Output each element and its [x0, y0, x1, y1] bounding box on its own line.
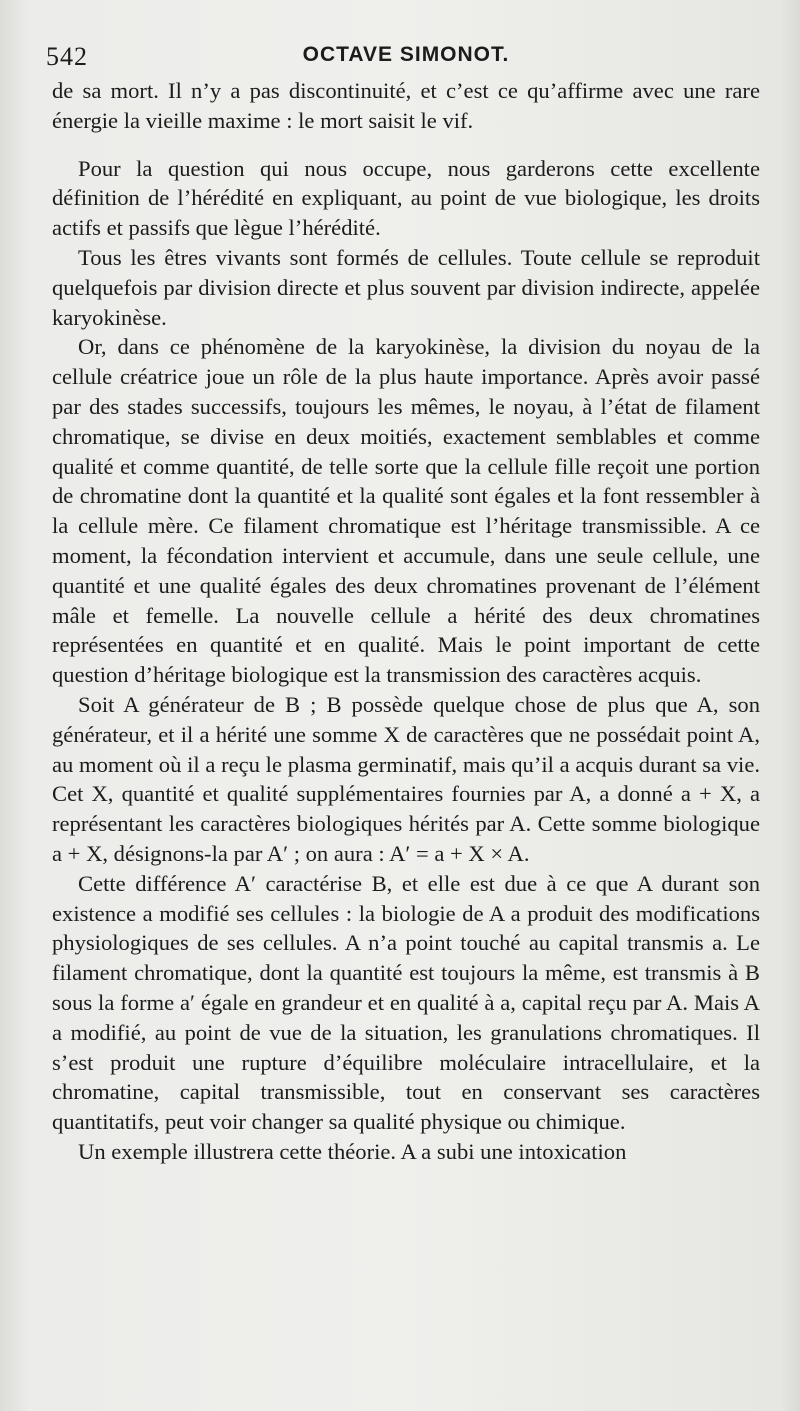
running-head: [46, 36, 760, 76]
paragraph-difference: Cette différence A′ caractérise B, et elle est due à ce que A durant son existence a modifié ses cellules : la biologie de A a produit des modifications physiologiques de ses cellules. A n’a point touché au capital transmis a. Le filament chromatique, dont la quantité est toujours la même, est transmis à B sous la forme a′ égale en grandeur et en qualité à a, capital reçu par A. Mais A a modifié, au point de vue de la situation, les granulations chromatiques. Il s’est produit une rupture d’équilibre moléculaire intracellulaire, et la chromatine, capital transmissible, tout en conservant ses caractères quantitatifs, peut voir changer sa qualité physique ou chimique.: [52, 870, 760, 1135]
paragraph-example: Un exemple illustrera cette théorie. A a subi une intoxication: [78, 1138, 627, 1164]
paragraph-generator: Soit A générateur de B ; B possède quelque chose de plus que A, son générateur, et il a hérité une somme X de caractères que ne possédait point A, au moment où il a reçu le plasma germinatif, mais qu’il a acquis durant sa vie. Cet X, quantité et qualité supplémentaires fournies par A, a donné a + X, a représentant les caractères biologiques hérités par A. Cette somme biologique a + X, désignons-la par A′ ; on aura : A′ = a + X × A.: [52, 691, 760, 866]
running-title: OCTAVE SIMONOT.: [302, 43, 510, 66]
paragraph-continuation: de sa mort. Il n’y a pas discontinuité, et c’est ce qu’affirme avec une rare énergie la vieille maxime : le mort saisit le vif.: [52, 78, 760, 133]
paragraph-cells: Tous les êtres vivants sont formés de cellules. Toute cellule se reproduit quelquefois par division directe et plus souvent par division indirecte, appelée karyokinèse.: [52, 244, 760, 330]
body-text: [52, 76, 760, 1167]
page-number: 542: [46, 42, 88, 71]
paragraph-heredity-definition: Pour la question qui nous occupe, nous garderons cette excellente définition de l’hérédité en expliquant, au point de vue biologique, les droits actifs et passifs que lègue l’hérédité.: [52, 155, 760, 241]
paragraph-karyokinesis: Or, dans ce phénomène de la karyokinèse, la division du noyau de la cellule créatrice joue un rôle de la plus haute importance. Après avoir passé par des stades successifs, toujours les mêmes, le noyau, à l’état de filament chromatique, se divise en deux moitiés, exactement semblables et comme qualité et comme quantité, de telle sorte que la cellule fille reçoit une portion de chromatine dont la quantité et la qualité sont égales et la font ressembler à la cellule mère. Ce filament chromatique est l’héritage transmissible. A ce moment, la fécondation intervient et accumule, dans une seule cellule, une quantité et une qualité égales des deux chromatines provenant de l’élément mâle et femelle. La nouvelle cellule a hérité des deux chromatines représentées en quantité et en qualité. Mais le point important de cette question d’héritage biologique est la transmission des caractères acquis.: [52, 334, 760, 688]
